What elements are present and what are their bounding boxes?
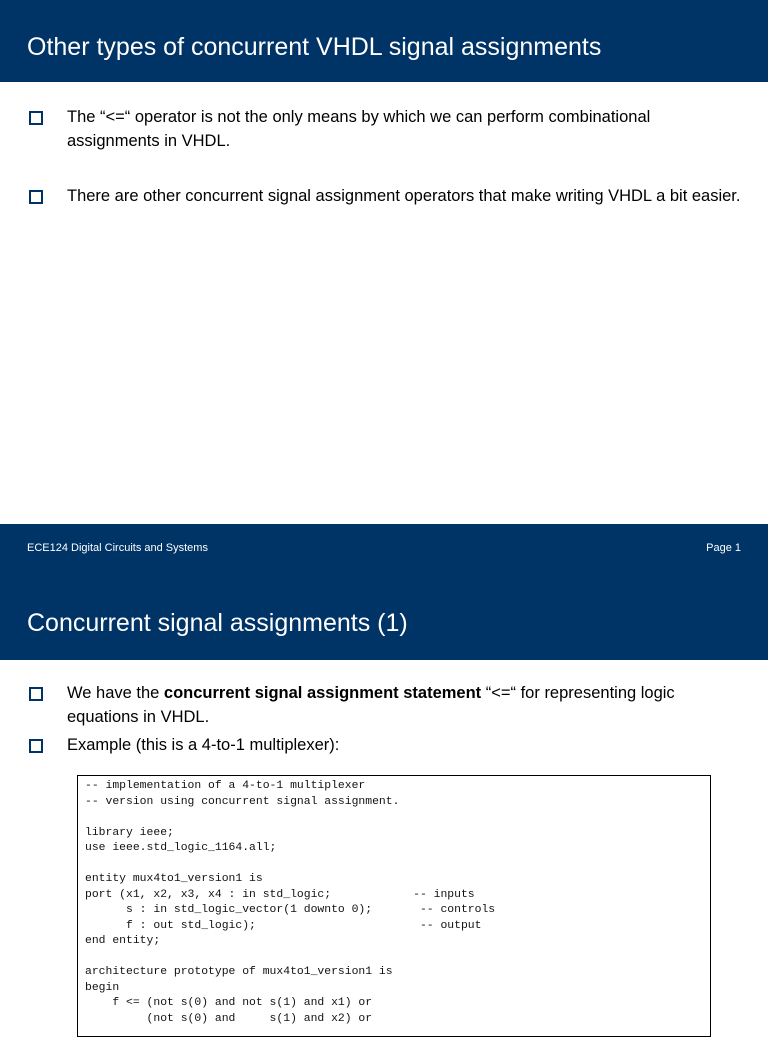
footer-course: ECE124 Digital Circuits and Systems bbox=[27, 542, 208, 554]
bullet-text: Example (this is a 4-to-1 multiplexer): bbox=[67, 736, 340, 754]
bullet-text: There are other concurrent signal assignment operators that make writing VHDL a bit easier. bbox=[67, 187, 741, 205]
bullet-text: The “<=“ operator is not the only means by which we can perform combinational assignments in VHDL. bbox=[67, 108, 651, 150]
bullet-bold-term: concurrent signal assignment statement bbox=[163, 684, 482, 702]
checkbox-bullet-icon bbox=[29, 190, 43, 204]
bullet-prefix: We have the bbox=[67, 684, 164, 702]
checkbox-bullet-icon bbox=[29, 739, 43, 753]
bullet-suffix: “<=“ for representing logic equations in VHDL. bbox=[67, 684, 675, 726]
checkbox-bullet-icon bbox=[29, 111, 43, 125]
code-listing bbox=[77, 775, 711, 1037]
bullet-text bbox=[67, 682, 747, 729]
slide1-title: Other types of concurrent VHDL signal assignments bbox=[27, 33, 602, 61]
footer-page-number: Page 1 bbox=[706, 542, 741, 554]
slide1-title-bar bbox=[0, 0, 768, 82]
slide-divider-band bbox=[0, 524, 768, 660]
vhdl-code: -- implementation of a 4-to-1 multiplexer -- version using concurrent signal assignment. library ieee; use ieee.std_logic_1164.all; entity mux4to1_version1 is port (x1, x2, x3, x4 : in std_logic; -- inputs s : in std_logic_vector(1 downto 0); -- controls f : out std_logic); -- output end entity; architecture prototype of mux4to1_version1 is begin f <= (not s(0) and not s(1) and x1) or (not s(0) and s(1) and x2) or bbox=[85, 780, 496, 1025]
checkbox-bullet-icon bbox=[29, 687, 43, 701]
slide2-title: Concurrent signal assignments (1) bbox=[27, 609, 408, 637]
